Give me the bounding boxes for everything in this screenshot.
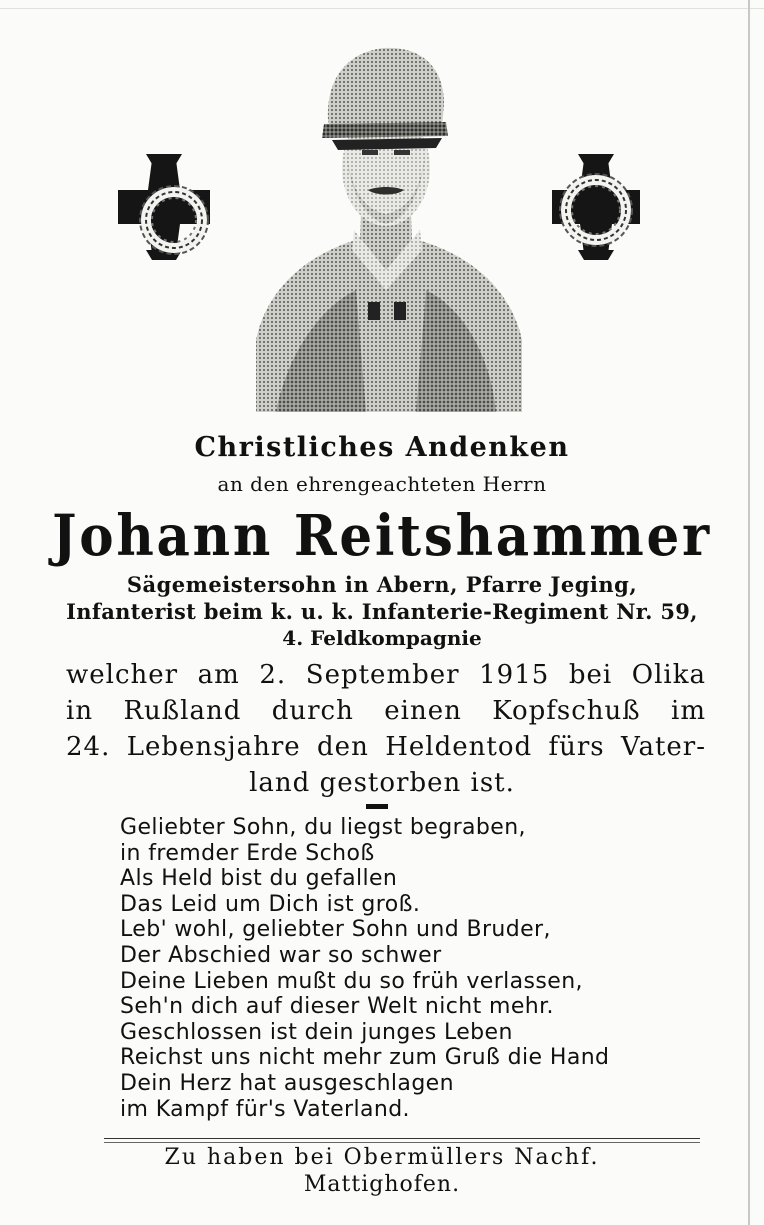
occupation-line: Sägemeistersohn in Abern, Pfarre Jeging, bbox=[126, 572, 638, 597]
card-subtitle: an den ehrengeachteten Herrn bbox=[217, 472, 547, 496]
poem-line: Reichst uns nicht mehr zum Gruß die Hand bbox=[120, 1045, 610, 1071]
poem-line: Das Leid um Dich ist groß. bbox=[120, 891, 421, 917]
poem-line: Leb' wohl, geliebter Sohn und Bruder, bbox=[120, 917, 551, 943]
iron-cross-wreath-icon bbox=[544, 150, 648, 264]
regiment-line: Infanterist beim k. u. k. Infanterie-Regiment Nr. 59, bbox=[66, 599, 698, 624]
narrative-line: land gestorben ist. bbox=[249, 768, 515, 798]
card-edge-top bbox=[0, 8, 764, 9]
poem-line: in fremder Erde Schoß bbox=[120, 840, 375, 866]
poem-line: Geschlossen ist dein junges Leben bbox=[120, 1019, 513, 1045]
memorial-poem bbox=[120, 815, 609, 1122]
narrative-line: in Rußland durch einen Kopfschuß im bbox=[66, 696, 706, 726]
card-title: Christliches Andenken bbox=[194, 432, 570, 463]
publisher-location: Mattighofen. bbox=[303, 1172, 461, 1197]
iron-cross-wreath-icon bbox=[112, 150, 216, 264]
poem-line: Der Abschied war so schwer bbox=[120, 942, 442, 968]
soldier-portrait bbox=[246, 40, 528, 412]
deceased-name: Johann Reitshammer bbox=[52, 503, 712, 569]
publisher-line: Zu haben bei Obermüllers Nachf. bbox=[164, 1145, 600, 1170]
narrative-line: welcher am 2. September 1915 bei Olika bbox=[66, 660, 706, 690]
poem-line: Geliebter Sohn, du liegst begraben, bbox=[120, 815, 526, 840]
footer-rule bbox=[104, 1142, 700, 1143]
divider-dash bbox=[366, 804, 388, 809]
poem-line: im Kampf für's Vaterland. bbox=[120, 1096, 410, 1122]
poem-line: Deine Lieben mußt du so früh verlassen, bbox=[120, 968, 583, 994]
narrative-line: 24. Lebensjahre den Heldentod fürs Vater- bbox=[66, 732, 706, 762]
poem-line: Als Held bist du gefallen bbox=[120, 866, 398, 892]
poem-line: Dein Herz hat ausgeschlagen bbox=[120, 1070, 454, 1096]
footer-rule bbox=[104, 1138, 700, 1139]
poem-line: Seh'n dich auf dieser Welt nicht mehr. bbox=[120, 994, 554, 1020]
company-line: 4. Feldkompagnie bbox=[282, 626, 482, 650]
